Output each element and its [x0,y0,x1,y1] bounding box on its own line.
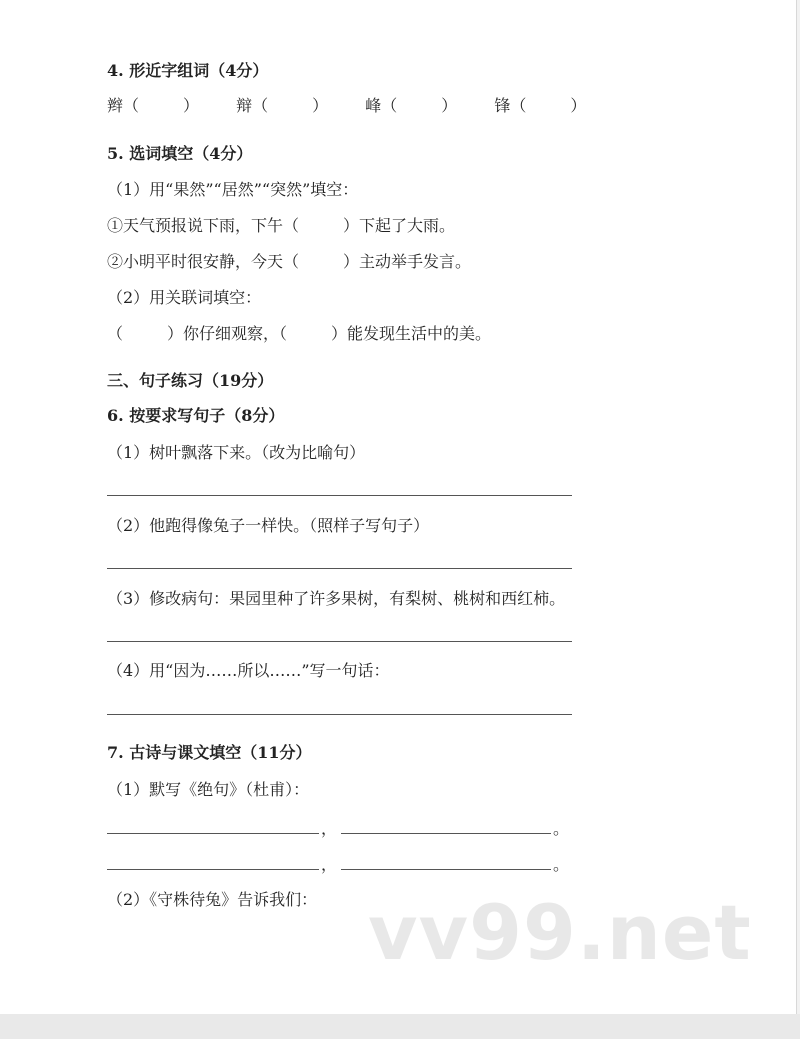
q6-prompt-2: （2）他跑得像兔子一样快。（照样子写句子） [107,516,430,535]
q6-answer-line-4 [107,714,572,715]
poem-line-2b [341,869,551,870]
watermark: vv99.net [368,888,752,977]
q5-sentence-1: ①天气预报说下雨，下午（ ）下起了大雨。 [107,216,456,235]
poem-period-1: 。 [553,819,570,838]
q6-prompt-3: （3）修改病句：果园里种了许多果树，有梨树、桃树和西红柿。 [107,589,566,608]
q7-title: 7. 古诗与课文填空（11分） [107,743,312,762]
poem-period-2: 。 [553,855,570,874]
section3-title: 三、句子练习（19分） [107,371,274,390]
q5-title: 5. 选词填空（4分） [107,144,253,163]
poem-line-2a [107,869,319,870]
poem-comma-2: ， [321,855,338,874]
q6-answer-line-3 [107,641,572,642]
q6-prompt-4: （4）用“因为……所以……”写一句话： [107,661,390,680]
q7-prompt-1: （1）默写《绝句》（杜甫）： [107,780,310,799]
q6-answer-line-2 [107,568,572,569]
poem-line-1a [107,833,319,834]
viewer-bottom-bar [0,1014,800,1039]
q4-title: 4. 形近字组词（4分） [107,61,269,80]
poem-line-1b [341,833,551,834]
q5-sub2: （2）用关联词填空： [107,288,262,307]
q4-item-3: 峰（ [365,96,398,115]
q6-prompt-1: （1）树叶飘落下来。（改为比喻句） [107,443,366,462]
q5-sentence-2: ②小明平时很安静，今天（ ）主动举手发言。 [107,252,472,271]
q6-answer-line-1 [107,495,572,496]
q4-item-1: 辫（ [107,96,140,115]
q7-prompt-2: （2）《守株待兔》告诉我们： [107,890,318,909]
q5-sentence-3: （ ）你仔细观察，（ ）能发现生活中的美。 [107,324,492,343]
q4-items: 辫（ ） 辩（ ） 峰（ ） 锋（ ） [107,96,587,115]
q4-item-2: 辩（ [236,96,269,115]
poem-comma-1: ， [321,819,338,838]
q5-sub1: （1）用“果然”“居然”“突然”填空： [107,180,359,199]
q4-item-4: 锋（ [494,96,527,115]
q6-title: 6. 按要求写句子（8分） [107,406,285,425]
